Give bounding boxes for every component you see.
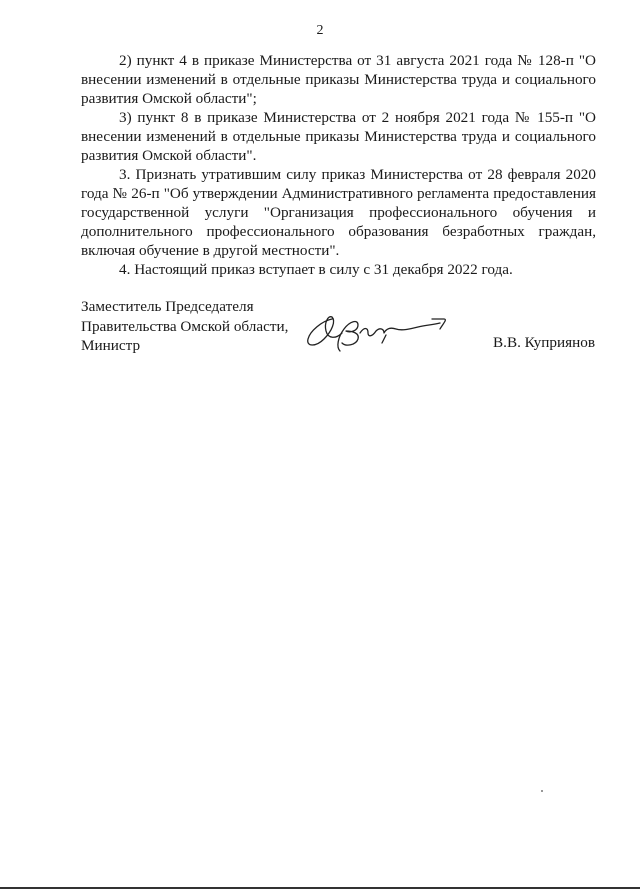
- scan-edge-line: [0, 887, 640, 889]
- document-body: [81, 51, 596, 279]
- signatory-position-line-3: Министр: [81, 337, 141, 354]
- page-number: 2: [316, 23, 324, 38]
- signatory-position-line-2: Правительства Омской области,: [81, 317, 289, 335]
- signatory-position: [81, 297, 288, 356]
- signatory-name: В.В. Куприянов: [493, 334, 595, 351]
- paragraph-item-2: 2) пункт 4 в приказе Министерства от 31 августа 2021 года № 128-п "О внесении изменений в отдельные приказы Министерства труда и социального развития Омской области";: [81, 52, 596, 107]
- scan-speck: [541, 790, 543, 792]
- paragraph-section-4: 4. Настоящий приказ вступает в силу с 31 декабря 2022 года.: [119, 261, 513, 278]
- handwritten-signature: [302, 307, 452, 357]
- paragraph-item-3: 3) пункт 8 в приказе Министерства от 2 ноября 2021 года № 155-п "О внесении изменений в отдельные приказы Министерства труда и социального развития Омской области".: [81, 109, 596, 164]
- signatory-position-line-1: Заместитель Председателя: [81, 298, 254, 315]
- paragraph-section-3: 3. Признать утратившим силу приказ Министерства от 28 февраля 2020 года № 26-п "Об утверждении Административного регламента предоставления государственной услуги "Организация профессионального обучения и дополнительного профессионального образования безработных граждан, включая обучение в другой местности".: [81, 166, 596, 259]
